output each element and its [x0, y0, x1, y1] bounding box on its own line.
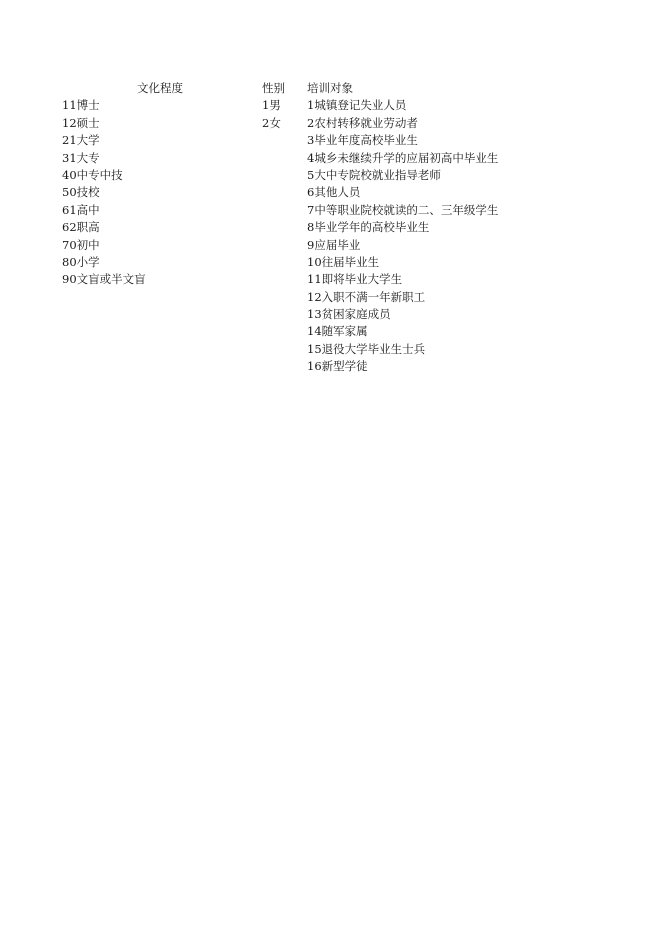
- trainee-item: 3毕业年度高校毕业生: [307, 133, 418, 148]
- education-item: 31大专: [62, 150, 100, 165]
- trainee-item: 6其他人员: [307, 185, 361, 200]
- education-item: 12硕士: [62, 115, 100, 130]
- education-item: 62职高: [62, 220, 100, 235]
- gender-column: [262, 80, 302, 132]
- trainee-item: 12入职不满一年新职工: [307, 289, 426, 304]
- education-item: 90文盲或半文盲: [62, 272, 146, 287]
- education-item: 50技校: [62, 185, 100, 200]
- trainee-item: 5大中专院校就业指导老师: [307, 167, 441, 182]
- trainee-item: 16新型学徒: [307, 359, 368, 374]
- gender-item: 2女: [262, 115, 281, 130]
- gender-item: 1男: [262, 98, 281, 113]
- trainee-item: 9应届毕业: [307, 237, 361, 252]
- trainee-item: 14随军家属: [307, 324, 368, 339]
- trainee-item: 10往届毕业生: [307, 254, 380, 269]
- gender-header: 性别: [262, 81, 285, 95]
- education-header: 文化程度: [137, 81, 183, 95]
- trainee-item: 13贫困家庭成员: [307, 307, 391, 322]
- trainee-item: 1城镇登记失业人员: [307, 98, 407, 113]
- education-column: [62, 80, 252, 289]
- education-item: 70初中: [62, 237, 100, 252]
- trainee-item: 2农村转移就业劳动者: [307, 115, 418, 130]
- trainee-item: 15退役大学毕业生士兵: [307, 341, 426, 356]
- trainee-column: [307, 80, 637, 376]
- education-item: 21大学: [62, 133, 100, 148]
- trainee-item: 11即将毕业大学生: [307, 272, 403, 287]
- education-item: 61高中: [62, 202, 100, 217]
- trainee-header: 培训对象: [307, 81, 353, 95]
- trainee-item: 7中等职业院校就读的二、三年级学生: [307, 202, 499, 217]
- trainee-item: 8毕业学年的高校毕业生: [307, 220, 430, 235]
- education-item: 80小学: [62, 254, 100, 269]
- education-item: 11博士: [62, 98, 100, 113]
- trainee-item: 4城乡未继续升学的应届初高中毕业生: [307, 150, 499, 165]
- education-item: 40中专中技: [62, 167, 123, 182]
